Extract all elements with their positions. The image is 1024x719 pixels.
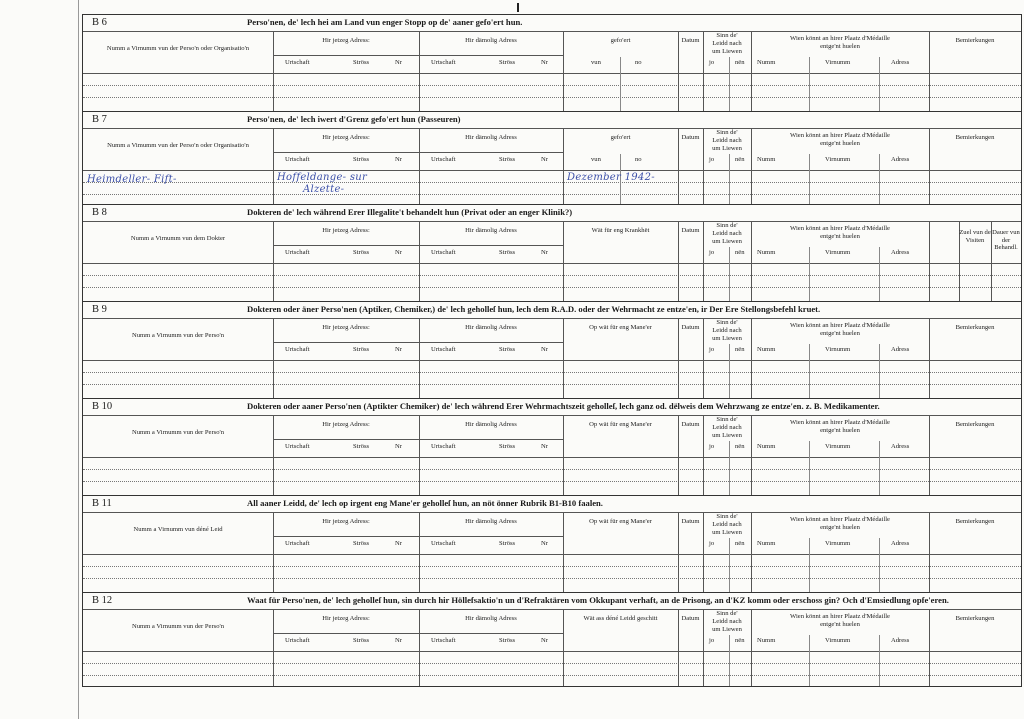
current-address-header: Hir jetzeg Adress:	[322, 324, 370, 331]
stross-label: Ströss	[499, 443, 516, 450]
no-label: no	[635, 156, 642, 163]
datum-header: Datum	[681, 518, 700, 525]
section-b11	[83, 496, 1021, 593]
wien-header: entge'nt huelen	[820, 140, 860, 147]
jo-label: jo	[709, 540, 715, 547]
urtschaft-label: Urtschaft	[431, 156, 456, 163]
nen-label: nën	[735, 346, 745, 353]
column-divider	[929, 221, 930, 301]
virnumm-label: Virnumm	[825, 443, 851, 450]
virnumm-label: Virnumm	[825, 59, 851, 66]
wien-sub-divider	[809, 538, 810, 592]
entry-row-line	[83, 384, 1021, 385]
vun-label: vun	[591, 156, 601, 163]
entry-row-line	[83, 85, 1021, 86]
bemierkungen-header: Bemierkungen	[955, 615, 995, 622]
numm-label: Numm	[757, 249, 776, 256]
row-line	[273, 439, 563, 440]
zuel-visiten-header: Zuel vun de Visiten	[959, 229, 991, 244]
wien-sub-divider	[809, 441, 810, 495]
bemierkungen-header: Bemierkungen	[955, 324, 995, 331]
header-bottom-line	[83, 73, 1021, 74]
urtschaft-label: Urtschaft	[431, 637, 456, 644]
nen-label: nën	[735, 637, 745, 644]
bemierkungen-header: Bemierkungen	[955, 134, 995, 141]
handwritten-address: Hoffeldange- sur	[277, 172, 368, 183]
jo-label: jo	[709, 346, 715, 353]
sinn-header: Sinn de'	[716, 513, 738, 520]
adresse-label: Adress	[891, 443, 910, 450]
page-edge	[78, 0, 79, 719]
wien-header: entge'nt huelen	[820, 233, 860, 240]
urtschaft-label: Urtschaft	[431, 249, 456, 256]
gefoert-sub-divider	[620, 57, 621, 111]
current-address-header: Hir jetzeg Adress:	[322, 227, 370, 234]
section-b9	[83, 302, 1021, 399]
former-address-header: Hir dämolig Adress	[465, 518, 517, 525]
sinn-header: Leidd nach	[712, 424, 742, 431]
virnumm-label: Virnumm	[825, 346, 851, 353]
urtschaft-label: Urtschaft	[285, 443, 310, 450]
current-address-header: Hir jetzeg Adress:	[322, 518, 370, 525]
mid-column-header: Wät ass déné Leidd geschitt	[583, 615, 658, 622]
datum-header: Datum	[681, 615, 700, 622]
current-address-header: Hir jetzeg Adress:	[322, 134, 370, 141]
nen-label: nën	[735, 249, 745, 256]
section-b12	[83, 593, 1021, 687]
datum-header: Datum	[681, 324, 700, 331]
wien-header: entge'nt huelen	[820, 43, 860, 50]
row-line	[273, 536, 563, 537]
wien-sub-divider	[809, 57, 810, 111]
title-underline	[83, 31, 1021, 32]
name-column-header: Numm a Virnumm vun der Perso'n	[131, 623, 225, 630]
header-bottom-line	[83, 554, 1021, 555]
section-code: B 12	[92, 595, 113, 606]
sinn-header: Sinn de'	[716, 32, 738, 39]
urtschaft-label: Urtschaft	[431, 540, 456, 547]
stross-label: Ströss	[353, 637, 370, 644]
wien-header: Wien könnt an hirer Plaatz d'Médaille	[790, 132, 890, 139]
nen-label: nën	[735, 59, 745, 66]
entry-row-line	[83, 469, 1021, 470]
section-code: B 8	[92, 207, 107, 218]
section-code: B 10	[92, 401, 113, 412]
handwritten-name: Heimdeller- Fift-	[87, 174, 177, 185]
section-title: Waat für Perso'nen, de' lech geholleſ hun, sin durch hir Höllefsaktio'n un d'Refraktären vom Okkupant verhaft, an de Prisong, an d'KZ komm oder erschoss gin? Och d'Emsiedlung opfe'eren.	[247, 595, 949, 605]
stross-label: Ströss	[499, 156, 516, 163]
nr-label: Nr	[541, 637, 548, 644]
section-b6	[83, 15, 1021, 112]
row-line	[273, 152, 563, 153]
name-column-header: Numm a Virnumm vun déné Leid	[133, 526, 223, 533]
nr-label: Nr	[395, 59, 402, 66]
virnumm-label: Virnumm	[825, 156, 851, 163]
title-underline	[83, 609, 1021, 610]
stross-label: Ströss	[499, 59, 516, 66]
wien-header: Wien könnt an hirer Plaatz d'Médaille	[790, 35, 890, 42]
name-column-header: Numm a Virnumm vun der Perso'n oder Organisatio'n	[106, 45, 250, 52]
mid-column-header: Op wät für eng Mane'er	[589, 518, 652, 525]
datum-header: Datum	[681, 37, 700, 44]
sinn-header: Sinn de'	[716, 129, 738, 136]
nr-label: Nr	[395, 249, 402, 256]
datum-header: Datum	[681, 134, 700, 141]
section-title: Dokteren de' lech während Erer Illegalite't behandelt hun (Privat oder an enger Klinik?)	[247, 207, 573, 217]
entry-row-line	[83, 275, 1021, 276]
name-column-header: Numm a Virnumm vun der Perso'n	[131, 332, 225, 339]
title-underline	[83, 318, 1021, 319]
urtschaft-label: Urtschaft	[285, 156, 310, 163]
header-bottom-line	[83, 457, 1021, 458]
entry-row-line	[83, 663, 1021, 664]
numm-label: Numm	[757, 540, 776, 547]
jo-label: jo	[709, 249, 715, 256]
section-code: B 9	[92, 304, 107, 315]
row-line	[273, 245, 563, 246]
stross-label: Ströss	[353, 443, 370, 450]
wien-header: entge'nt huelen	[820, 330, 860, 337]
urtschaft-label: Urtschaft	[285, 59, 310, 66]
jo-label: jo	[709, 637, 715, 644]
title-underline	[83, 128, 1021, 129]
stross-label: Ströss	[353, 156, 370, 163]
numm-label: Numm	[757, 59, 776, 66]
adresse-label: Adress	[891, 637, 910, 644]
wien-sub-divider	[809, 247, 810, 301]
section-b8	[83, 205, 1021, 302]
section-code: B 6	[92, 17, 107, 28]
sinn-header: Leidd nach	[712, 230, 742, 237]
stross-label: Ströss	[499, 540, 516, 547]
stross-label: Ströss	[499, 249, 516, 256]
stross-label: Ströss	[353, 59, 370, 66]
numm-label: Numm	[757, 637, 776, 644]
entry-row-line	[83, 675, 1021, 676]
urtschaft-label: Urtschaft	[285, 249, 310, 256]
entry-row-line	[83, 372, 1021, 373]
mid-column-header: Op wät für eng Mane'er	[589, 421, 652, 428]
sinn-header: Leidd nach	[712, 327, 742, 334]
urtschaft-label: Urtschaft	[431, 443, 456, 450]
jo-label: jo	[709, 156, 715, 163]
stross-label: Ströss	[499, 346, 516, 353]
title-underline	[83, 221, 1021, 222]
wien-sub-divider	[809, 635, 810, 686]
current-address-header: Hir jetzeg Adress:	[322, 421, 370, 428]
sinn-header: Sinn de'	[716, 319, 738, 326]
bemierkungen-header: Bemierkungen	[955, 37, 995, 44]
wien-header: Wien könnt an hirer Plaatz d'Médaille	[790, 419, 890, 426]
wien-header: Wien könnt an hirer Plaatz d'Médaille	[790, 225, 890, 232]
wien-sub-divider	[809, 344, 810, 398]
entry-row-line	[83, 481, 1021, 482]
nr-label: Nr	[541, 156, 548, 163]
section-title: Perso'nen, de' lech iwert d'Grenz gefo'ert hun (Passeuren)	[247, 114, 461, 124]
header-bottom-line	[83, 263, 1021, 264]
sinn-header: Leidd nach	[712, 521, 742, 528]
sinn-header: um Liewen	[712, 145, 742, 152]
top-tick-mark	[517, 3, 519, 12]
entry-row-line	[83, 287, 1021, 288]
former-address-header: Hir dämolig Adress	[465, 37, 517, 44]
sinn-sub-divider	[729, 441, 730, 495]
section-code: B 7	[92, 114, 107, 125]
section-b10	[83, 399, 1021, 496]
wien-sub-divider	[879, 154, 880, 204]
bemierkungen-header: Bemierkungen	[955, 518, 995, 525]
nr-label: Nr	[395, 346, 402, 353]
urtschaft-label: Urtschaft	[431, 59, 456, 66]
urtschaft-label: Urtschaft	[285, 346, 310, 353]
sinn-sub-divider	[729, 344, 730, 398]
sinn-sub-divider	[729, 247, 730, 301]
sinn-header: Leidd nach	[712, 40, 742, 47]
wien-sub-divider	[879, 57, 880, 111]
handwritten-address: Alzette-	[303, 184, 345, 195]
adresse-label: Adress	[891, 346, 910, 353]
wien-header: Wien könnt an hirer Plaatz d'Médaille	[790, 516, 890, 523]
current-address-header: Hir jetzeg Adress:	[322, 615, 370, 622]
urtschaft-label: Urtschaft	[431, 346, 456, 353]
nr-label: Nr	[395, 637, 402, 644]
title-underline	[83, 415, 1021, 416]
adresse-label: Adress	[891, 156, 910, 163]
section-title: Dokteren oder aaner Perso'nen (Aptikter Chemiker) de' lech während Erer Wehrmachtszeit geholleſ, lech ganz od. dëlweis dem Wehrzwang ze entze'en. z. B. Medikamenter.	[247, 401, 880, 411]
current-address-header: Hir jetzeg Adress:	[322, 37, 370, 44]
datum-header: Datum	[681, 421, 700, 428]
row-line	[273, 342, 563, 343]
urtschaft-label: Urtschaft	[285, 540, 310, 547]
sinn-header: Leidd nach	[712, 137, 742, 144]
adresse-label: Adress	[891, 540, 910, 547]
wien-sub-divider	[879, 247, 880, 301]
adresse-label: Adress	[891, 249, 910, 256]
gefoert-header: gefo'ert	[610, 134, 631, 141]
bemierkungen-header: Bemierkungen	[955, 421, 995, 428]
nr-label: Nr	[541, 540, 548, 547]
stross-label: Ströss	[353, 540, 370, 547]
name-column-header: Numm a Virnumm vun dem Dokter	[130, 235, 226, 242]
wien-sub-divider	[809, 154, 810, 204]
name-column-header: Numm a Vimumm vun der Perso'n oder Organisatio'n	[107, 142, 249, 149]
entry-row-line	[83, 182, 1021, 183]
numm-label: Numm	[757, 156, 776, 163]
section-title: Perso'nen, de' lech hei am Land vun enger Stopp op de' aaner gefo'ert hun.	[247, 17, 523, 27]
entry-row-line	[83, 566, 1021, 567]
handwritten-date: Dezember 1942-	[567, 172, 655, 183]
dauer-header: Dauer vun der Behandl.	[992, 229, 1020, 252]
row-line	[273, 55, 563, 56]
sinn-header: Leidd nach	[712, 618, 742, 625]
header-bottom-line	[83, 360, 1021, 361]
numm-label: Numm	[757, 346, 776, 353]
entry-row-line	[83, 194, 1021, 195]
sinn-header: Sinn de'	[716, 416, 738, 423]
name-column-header: Numm a Virnumm vun der Perso'n	[131, 429, 225, 436]
wien-sub-divider	[879, 635, 880, 686]
urtschaft-label: Urtschaft	[285, 637, 310, 644]
wien-header: entge'nt huelen	[820, 427, 860, 434]
nr-label: Nr	[541, 59, 548, 66]
sinn-header: um Liewen	[712, 335, 742, 342]
entry-row-line	[83, 578, 1021, 579]
nr-label: Nr	[541, 249, 548, 256]
former-address-header: Hir dämolig Adress	[465, 615, 517, 622]
wien-header: entge'nt huelen	[820, 621, 860, 628]
jo-label: jo	[709, 443, 715, 450]
section-code: B 11	[92, 498, 112, 509]
datum-header: Datum	[681, 227, 700, 234]
sinn-sub-divider	[729, 154, 730, 204]
sinn-header: um Liewen	[712, 529, 742, 536]
entry-row-line	[83, 97, 1021, 98]
sinn-header: um Liewen	[712, 238, 742, 245]
section-title: All aaner Leidd, de' lech op irgent eng Mane'er geholleſ hun, an nöt önner Rubrik B1-B10 faalen.	[247, 498, 603, 508]
sinn-header: um Liewen	[712, 432, 742, 439]
sinn-header: Sinn de'	[716, 222, 738, 229]
wien-sub-divider	[879, 538, 880, 592]
sinn-sub-divider	[729, 635, 730, 686]
wien-sub-divider	[879, 441, 880, 495]
stross-label: Ströss	[353, 346, 370, 353]
nen-label: nën	[735, 443, 745, 450]
mid-column-header: Op wät für eng Mane'er	[589, 324, 652, 331]
vun-label: vun	[591, 59, 601, 66]
former-address-header: Hir dämolig Adress	[465, 421, 517, 428]
virnumm-label: Virnumm	[825, 249, 851, 256]
title-underline	[83, 512, 1021, 513]
wien-header: entge'nt huelen	[820, 524, 860, 531]
nr-label: Nr	[395, 540, 402, 547]
header-bottom-line	[83, 651, 1021, 652]
form-grid	[82, 14, 1022, 687]
sinn-header: um Liewen	[712, 48, 742, 55]
sinn-header: um Liewen	[712, 626, 742, 633]
virnumm-label: Virnumm	[825, 540, 851, 547]
nr-label: Nr	[395, 156, 402, 163]
sinn-sub-divider	[729, 57, 730, 111]
sinn-header: Sinn de'	[716, 610, 738, 617]
numm-label: Numm	[757, 443, 776, 450]
row-line	[273, 633, 563, 634]
virnumm-label: Virnumm	[825, 637, 851, 644]
mid-column-header: Wät für eng Krankhët	[591, 227, 650, 234]
stross-label: Ströss	[499, 637, 516, 644]
gefoert-header: gefo'ert	[610, 37, 631, 44]
wien-sub-divider	[879, 344, 880, 398]
jo-label: jo	[709, 59, 715, 66]
former-address-header: Hir dämolig Adress	[465, 324, 517, 331]
sinn-sub-divider	[729, 538, 730, 592]
no-label: no	[635, 59, 642, 66]
adresse-label: Adress	[891, 59, 910, 66]
former-address-header: Hir dämolig Adress	[465, 134, 517, 141]
wien-header: Wien könnt an hirer Plaatz d'Médaille	[790, 613, 890, 620]
wien-header: Wien könnt an hirer Plaatz d'Médaille	[790, 322, 890, 329]
nen-label: nën	[735, 156, 745, 163]
section-b7	[83, 112, 1021, 205]
stross-label: Ströss	[353, 249, 370, 256]
nr-label: Nr	[541, 443, 548, 450]
section-title: Dokteren oder äner Perso'nen (Aptiker, Chemiker,) de' lech geholleſ hun, lech dem R.A.D. oder der Wehrmacht ze entze'en, ir Der Ere Stellongsbefehl kruet.	[247, 304, 821, 314]
nen-label: nën	[735, 540, 745, 547]
header-bottom-line	[83, 170, 1021, 171]
nr-label: Nr	[541, 346, 548, 353]
nr-label: Nr	[395, 443, 402, 450]
former-address-header: Hir dämolig Adress	[465, 227, 517, 234]
